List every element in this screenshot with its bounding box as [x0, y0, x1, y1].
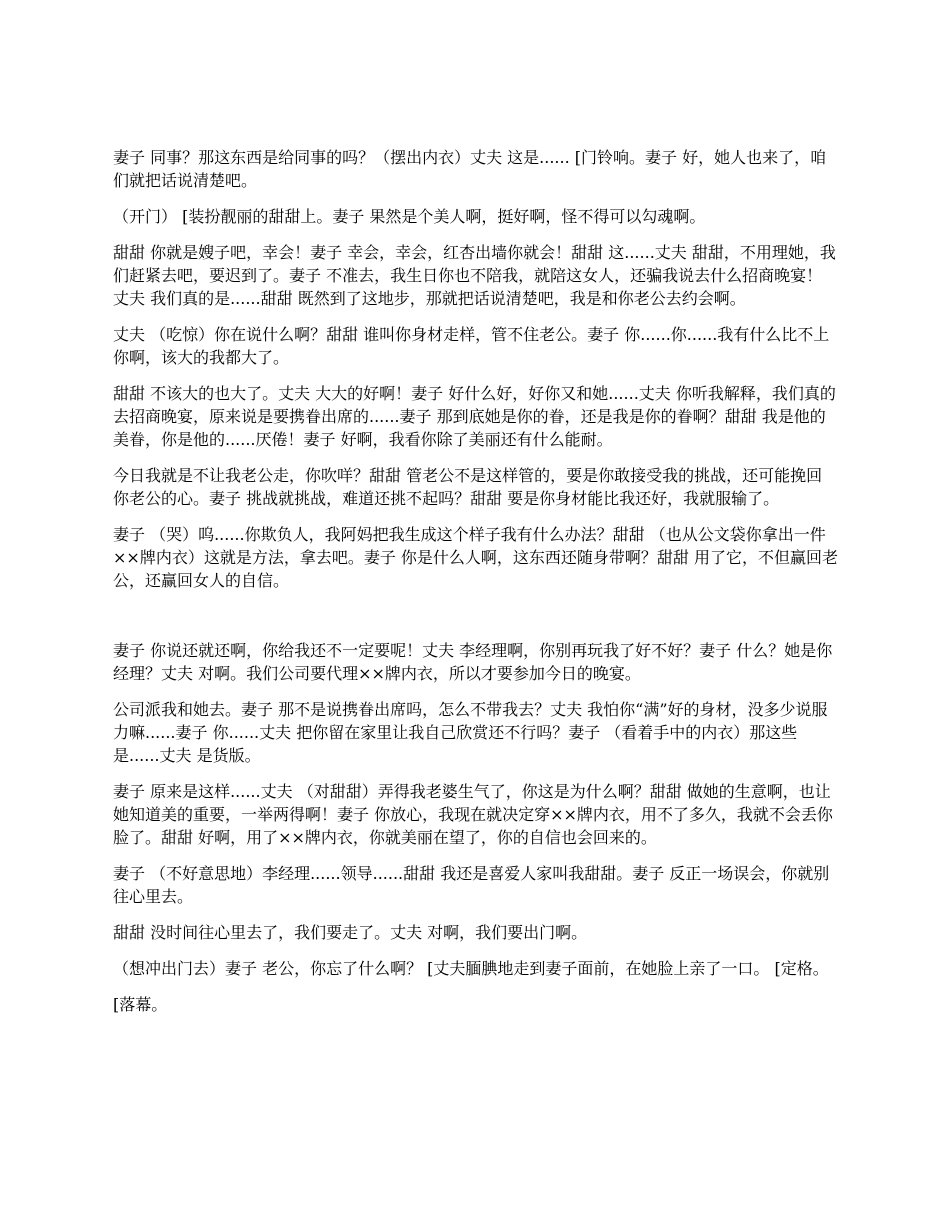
- paragraph: （开门） [装扮靓丽的甜甜上。妻子 果然是个美人啊，挺好啊，怪不得可以勾魂啊。: [113, 207, 706, 226]
- section-2: [113, 639, 838, 1016]
- paragraph: 甜甜 你就是嫂子吧，幸会！妻子 幸会，幸会，红杏出墙你就会！甜甜 这......丈夫 甜甜，不用理她，我们赶紧去吧，要迟到了。妻子 不准去，我生日你也不陪我，就陪这女人，还骗我说去什么招商晚宴！丈夫 我们真的是......甜甜 既然到了这地步，那就把话说清楚吧，我是和你老公去约会啊。: [113, 243, 836, 308]
- paragraph: （想冲出门去）妻子 老公，你忘了什么啊？ [丈夫腼腆地走到妻子面前，在她脸上亲了一口。 [定格。: [113, 959, 829, 978]
- paragraph: 妻子 你说还就还啊，你给我还不一定要呢！丈夫 李经理啊，你别再玩我了好不好？妻子 什么？她是你经理？丈夫 对啊。我们公司要代理××牌内衣，所以才要参加今日的晚宴。: [113, 641, 833, 683]
- paragraph: 妻子 （哭）呜......你欺负人，我阿妈把我生成这个样子我有什么办法？甜甜 （也从公文袋你拿出一件××牌内衣）这就是方法，拿去吧。妻子 你是什么人啊，这东西还随身带啊？甜甜 用了它，不但赢回老公，还赢回女人的自信。: [113, 525, 838, 590]
- paragraph: 丈夫 （吃惊）你在说什么啊？甜甜 谁叫你身材走样，管不住老公。妻子 你......你......我有什么比不上你啊，该大的我都大了。: [113, 325, 830, 367]
- paragraph: 妻子 （不好意思地）李经理......领导......甜甜 我还是喜爱人家叫我甜甜。妻子 反正一场误会，你就别往心里去。: [113, 864, 830, 906]
- paragraph: 妻子 原来是这样......丈夫 （对甜甜）弄得我老婆生气了，你这是为什么啊？甜甜 做她的生意啊，也让她知道美的重要，一举两得啊！妻子 你放心，我现在就决定穿××牌内衣，用不了多久，我就不会丢你脸了。甜甜 好啊，用了××牌内衣，你就美丽在望了，你的自信也会回来的。: [113, 782, 833, 847]
- paragraph: 甜甜 没时间往心里去了，我们要走了。丈夫 对啊，我们要出门啊。: [113, 923, 588, 942]
- paragraph: 公司派我和她去。妻子 那不是说携眷出席吗，怎么不带我去？丈夫 我怕你“满”好的身材，没多少说服力嘛......妻子 你......丈夫 把你留在家里让我自己欣赏还不行吗？妻子 （看着手中的内衣）那这些是......丈夫 是货版。: [113, 700, 828, 765]
- paragraph: 甜甜 不该大的也大了。丈夫 大大的好啊！妻子 好什么好，好你又和她......丈夫 你听我解释，我们真的去招商晚宴，原来说是要携眷出席的......妻子 那到底她是你的眷，还是我是你的眷啊？甜甜 我是他的美眷，你是他的......厌倦！妻子 好啊，我看你除了美丽还有什么能耐。: [113, 384, 836, 449]
- paragraph: [落幕。: [113, 995, 168, 1014]
- paragraph: 妻子 同事？那这东西是给同事的吗？（摆出内衣）丈夫 这是...... [门铃响。妻子 好，她人也来了，咱们就把话说清楚吧。: [113, 148, 827, 190]
- section-1: [113, 146, 838, 592]
- section-gap: [113, 605, 838, 639]
- paragraph: 今日我就是不让我老公走，你吹咩？甜甜 管老公不是这样管的，要是你敢接受我的挑战，还可能挽回你老公的心。妻子 挑战就挑战，难道还挑不起吗？甜甜 要是你身材能比我还好，我就服输了。: [113, 466, 823, 508]
